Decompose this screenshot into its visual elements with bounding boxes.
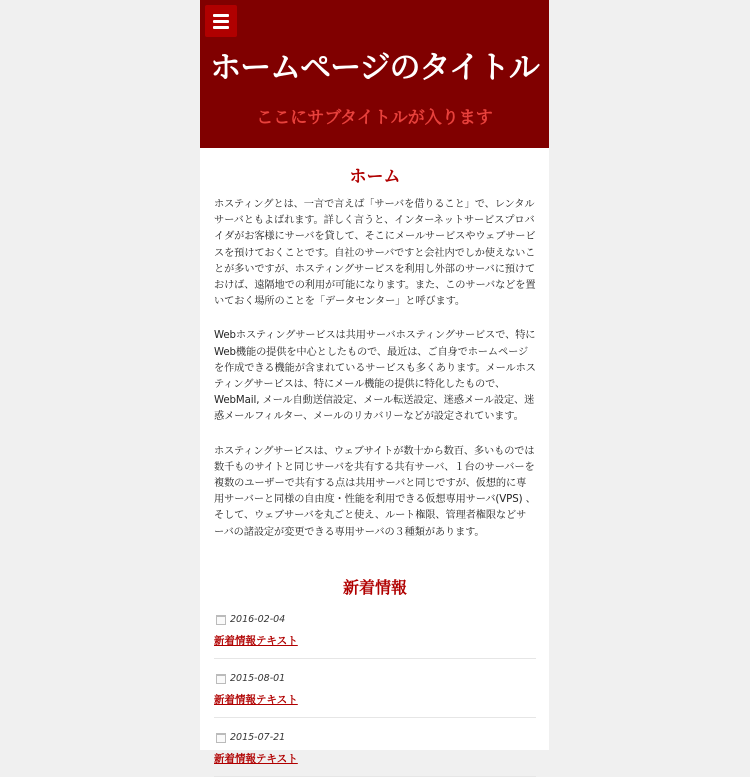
page-container	[200, 0, 549, 765]
news-item	[214, 672, 536, 718]
news-item	[214, 731, 536, 777]
menu-bar	[213, 26, 229, 29]
body-paragraph: ホスティングとは、一言で言えば「サーバを借りること」で、レンタルサーバともよばれます。詳しく言うと、インターネットサービスプロバイダがお客様にサーバを貸して、そこにメールサービスやウェブサービスを預けておくことです。自社のサーバですと会社内でしか使えないことが多いですが、ホスティングサービスを利用し外部のサーバに預けておけば、遠隔地での利用が可能になります。また、このサーバなどを置いておく場所のことを「データセンター」と呼びます。	[214, 199, 536, 308]
news-date	[214, 731, 536, 745]
news-heading: 新着情報	[342, 577, 407, 597]
news-item	[214, 613, 536, 659]
news-link[interactable]: 新着情報テキスト	[214, 752, 298, 765]
news-date	[214, 672, 536, 686]
body-paragraph: ホスティングサービスは、ウェブサイトが数十から数百、多いものでは数千ものサイトと同じサーバを共有する共有サーバ、１台のサーバーを複数のユーザーで共有する点は共用サーバと同じですが、仮想的に専用サーバーと同様の自由度・性能を利用できる仮想専用サーバ(VPS) 、そして、ウェブサーバを丸ごと使え、ルート権限、管理者権限などサーバの諸設定が変更できる専用サーバの３種類があります。	[214, 445, 536, 538]
news-date-text: 2016-02-04	[230, 614, 286, 626]
news-date-text: 2015-08-01	[230, 673, 286, 685]
main-content	[200, 162, 549, 777]
site-header	[200, 0, 549, 148]
calendar-icon	[216, 674, 226, 684]
body-paragraph: Webホスティングサービスは共用サーバホスティングサービスで、特にWeb機能の提供を中心としたもので、最近は、ご自身でホームページを作成できる機能が含まれているサービスも多くあります。メールホスティングサービスは、特にメール機能の提供に特化したもので、WebMail, メール自動送信設定、メール転送設定、迷惑メール設定、迷惑メールフィルター、メールのリカバリーなどが設定されています。	[214, 330, 536, 423]
news-link[interactable]: 新着情報テキスト	[214, 634, 298, 647]
hamburger-menu-icon[interactable]	[205, 5, 237, 37]
news-list	[214, 613, 536, 777]
news-link[interactable]: 新着情報テキスト	[214, 693, 298, 706]
news-date	[214, 613, 536, 627]
site-title[interactable]: ホームページのタイトル	[210, 50, 539, 86]
page-heading: ホーム	[349, 167, 401, 187]
menu-bar	[213, 14, 229, 17]
news-date-text: 2015-07-21	[230, 732, 286, 744]
calendar-icon	[216, 733, 226, 743]
site-subtitle: ここにサブタイトルが入ります	[256, 108, 493, 128]
menu-bar	[213, 20, 229, 23]
calendar-icon	[216, 615, 226, 625]
